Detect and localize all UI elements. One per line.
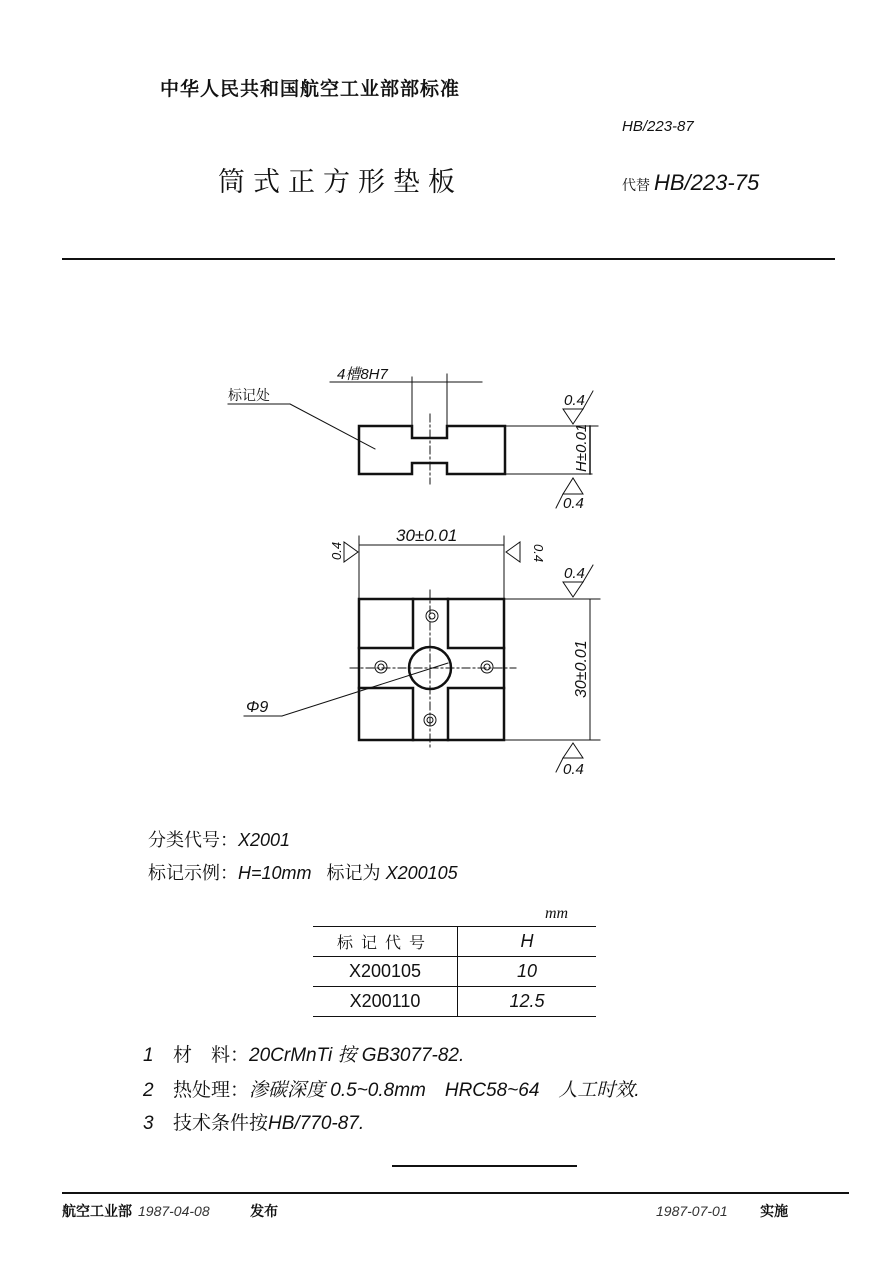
spec-table (313, 926, 596, 1017)
note-heat-treatment (143, 1075, 640, 1102)
top-roughness-right: 0.4 (531, 544, 546, 563)
cell-h: 10 (458, 957, 597, 987)
note-value: 20CrMnTi 按 GB3077-82. (249, 1045, 465, 1066)
note-number: 3 (143, 1113, 154, 1134)
cell-h: 12.5 (458, 987, 597, 1017)
top-roughness-bottom: 0.4 (563, 761, 584, 778)
table-unit: mm (545, 905, 569, 922)
marking-label: 标记处 (228, 388, 270, 404)
example-label: 标记示例： (148, 863, 238, 884)
top-height-dim: 30±0.01 (573, 640, 590, 698)
example-value: H=10mm (238, 863, 312, 883)
organization-header: 中华人民共和国航空工业部部标准 (160, 78, 461, 100)
side-view (359, 426, 505, 474)
note-number: 1 (143, 1045, 154, 1066)
replaces-label: 代替 (622, 178, 650, 194)
hole-dim: Φ9 (246, 699, 269, 716)
side-roughness-top: 0.4 (564, 392, 585, 409)
replaces-number: HB/223-75 (654, 170, 760, 195)
footer-issue (62, 1201, 278, 1221)
classification-line (148, 826, 290, 852)
example-mark-label: 标记为 (326, 863, 381, 884)
note-value: 渗碳深度 0.5~0.8mm HRC58~64 人工时效. (249, 1080, 640, 1101)
slot-callout: 4槽8H7 (337, 366, 388, 383)
effective-date: 1987-07-01 (656, 1203, 728, 1219)
side-height-dim: H±0.01 (573, 423, 590, 472)
top-roughness-left: 0.4 (329, 541, 344, 560)
header-marking-code: 标记代号 (313, 927, 458, 957)
header-h: H (458, 927, 597, 957)
issuer: 航空工业部 (62, 1204, 132, 1220)
table-header-row (313, 927, 596, 957)
note-value: HB/770-87. (268, 1113, 365, 1134)
classification-value: X2001 (238, 830, 291, 850)
end-rule (392, 1165, 577, 1167)
table-row (313, 957, 596, 987)
issue-label: 发布 (250, 1204, 279, 1220)
note-technical-conditions (143, 1108, 364, 1135)
note-number: 2 (143, 1080, 154, 1101)
classification-label: 分类代号： (148, 830, 238, 851)
example-mark-value: X200105 (385, 863, 458, 883)
effective-label: 实施 (760, 1204, 789, 1220)
cell-code: X200105 (313, 957, 458, 987)
cell-code: X200110 (313, 987, 458, 1017)
top-roughness-top: 0.4 (564, 565, 585, 582)
issue-date: 1987-04-08 (138, 1203, 210, 1219)
note-material (143, 1040, 464, 1067)
footer-effective (650, 1201, 788, 1221)
note-label: 材 料： (173, 1044, 250, 1066)
table-row (313, 987, 596, 1017)
note-label: 热处理： (173, 1079, 250, 1101)
side-roughness-bottom: 0.4 (563, 495, 584, 512)
footer-divider (62, 1192, 849, 1194)
document-title: 筒式正方形垫板 (218, 167, 463, 198)
standard-number: HB/223-87 (622, 118, 694, 135)
marking-example-line (148, 859, 458, 885)
note-label: 技术条件按 (173, 1112, 269, 1134)
top-width-dim: 30±0.01 (396, 526, 458, 545)
